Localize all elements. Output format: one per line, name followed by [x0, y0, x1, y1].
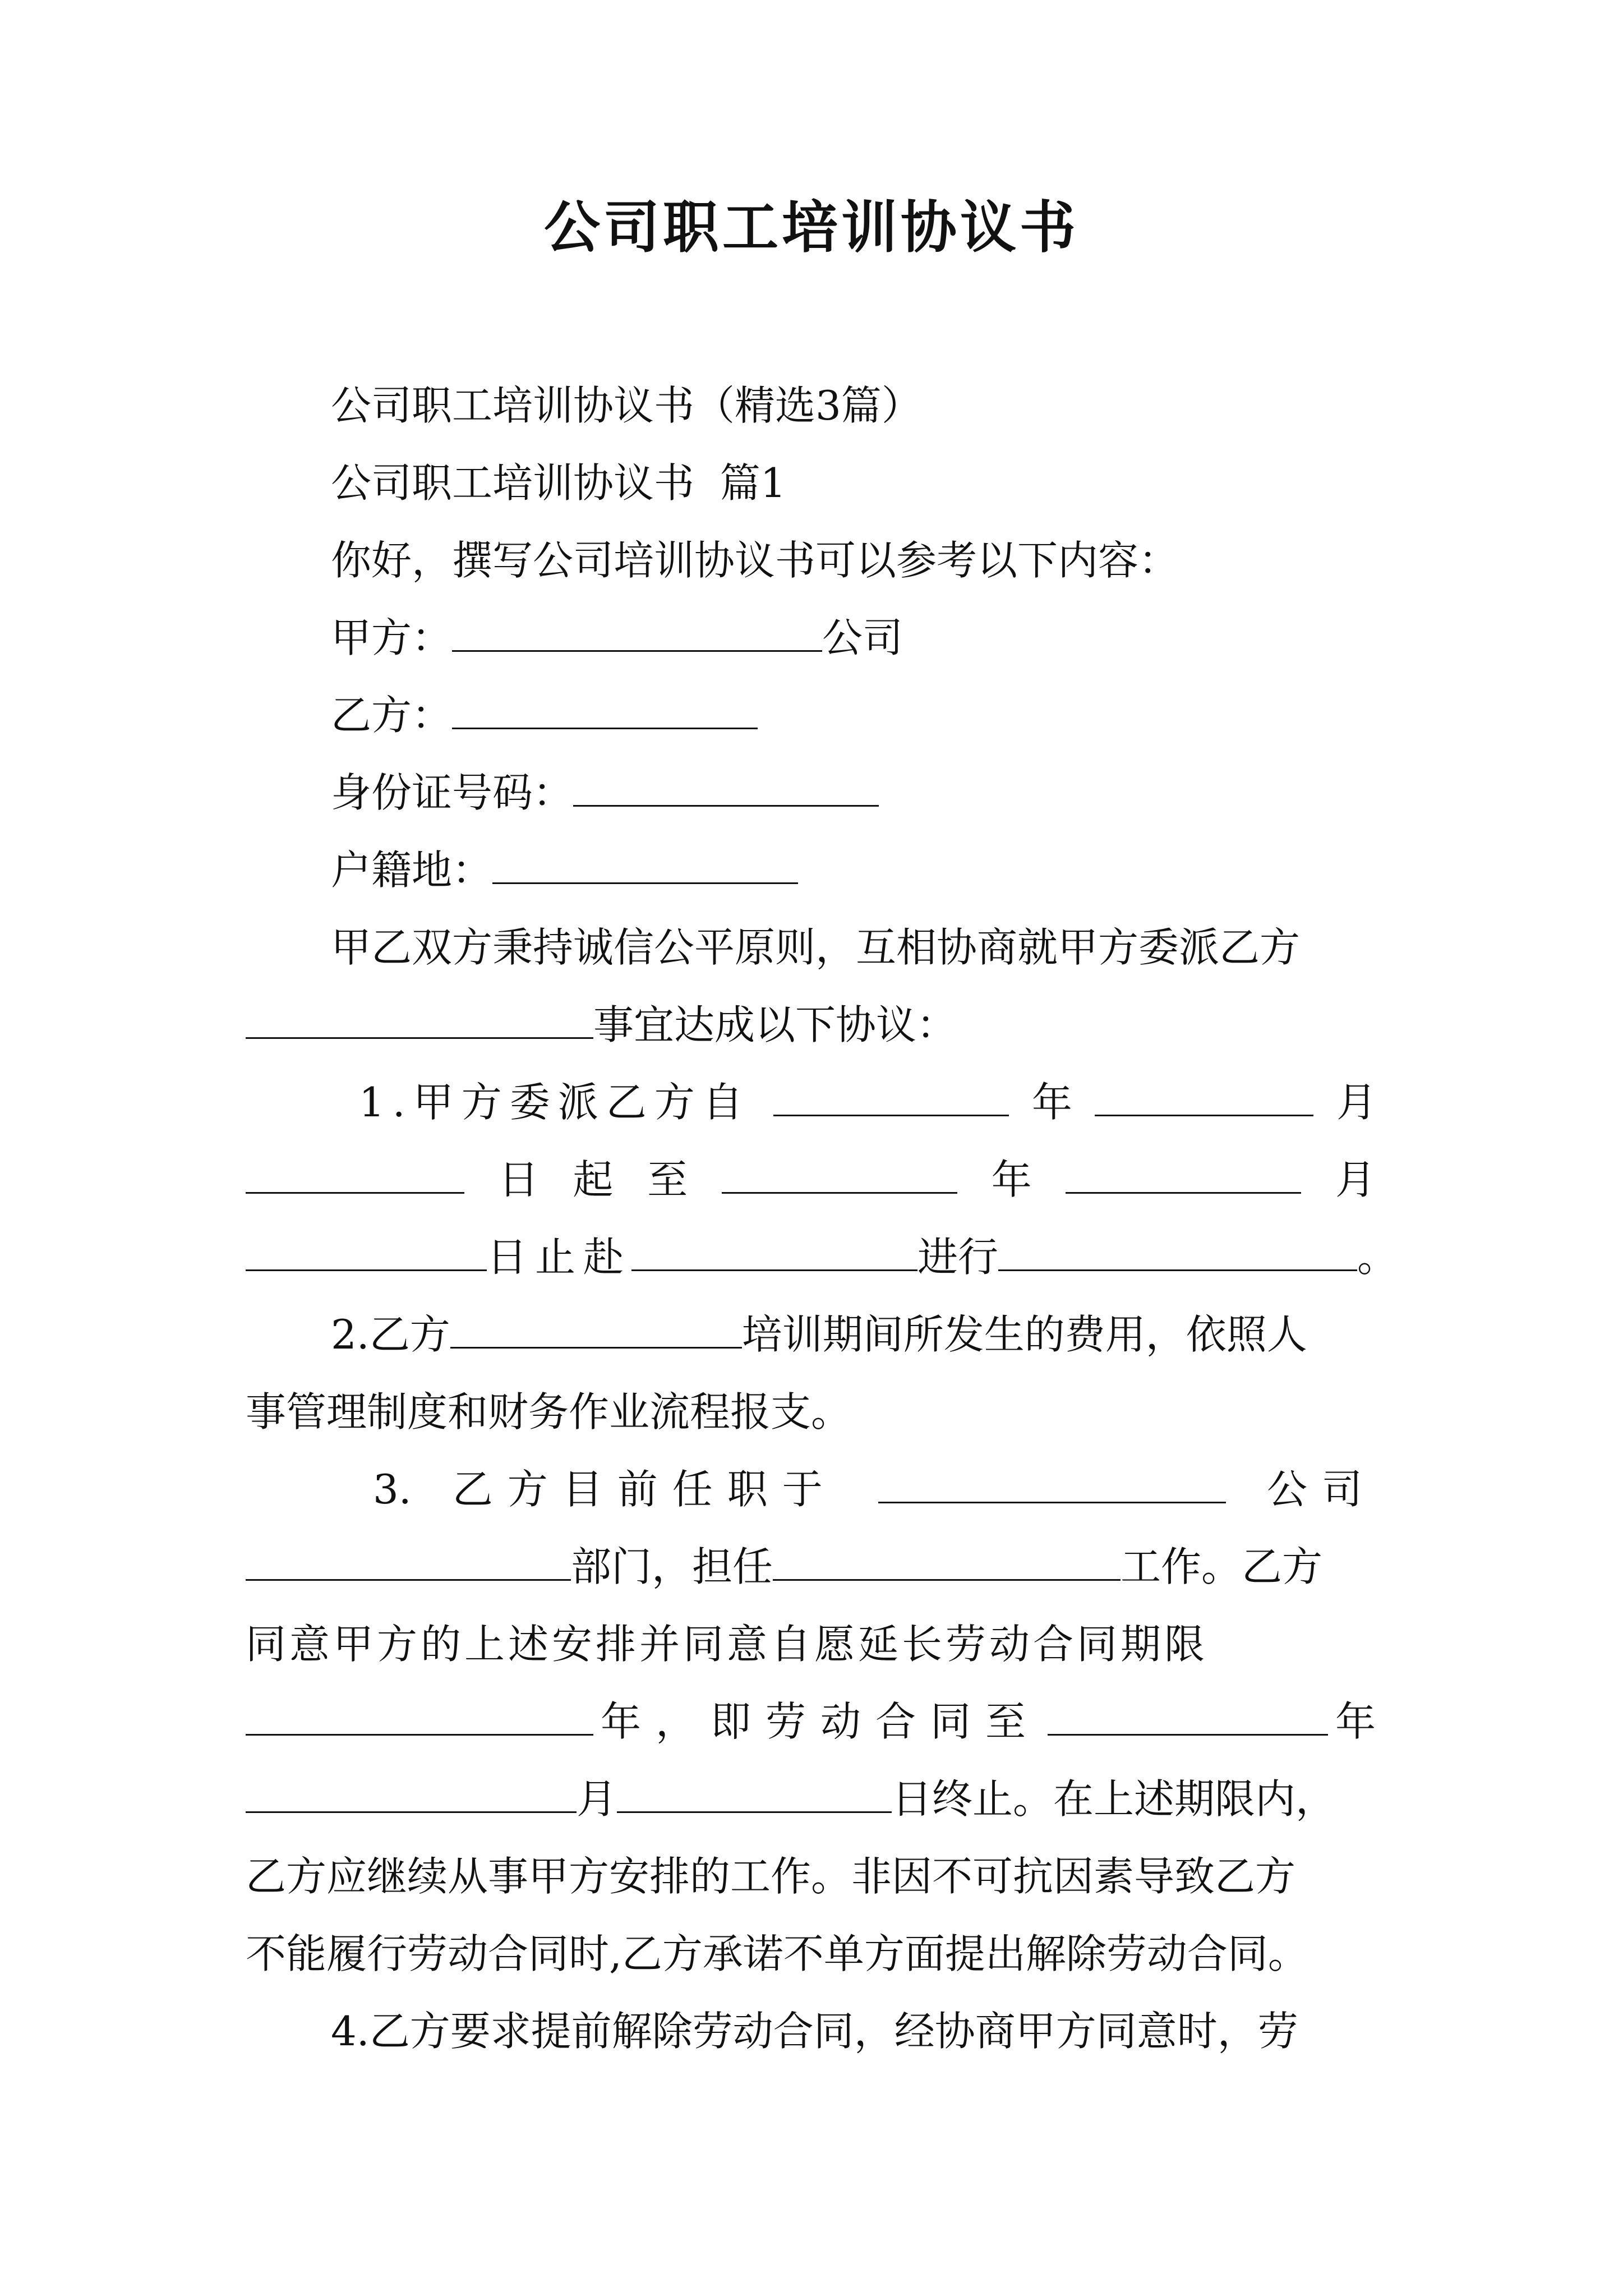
household-line: [331, 846, 798, 894]
clause-3-line-2: [246, 1543, 1322, 1591]
party-a-line: [331, 614, 903, 662]
clause-1-day-label: 日: [498, 1156, 539, 1203]
clause-3-year-label: 年: [1335, 1698, 1376, 1745]
clause-1-to-label: 至: [647, 1156, 688, 1203]
clause-3-line-7: 不能履行劳动合同时,乙方承诺不单方面提出解除劳动合同。: [246, 1930, 1308, 1977]
clause-3-work-label: 工作。乙方: [1121, 1543, 1323, 1590]
id-number-blank[interactable]: [573, 769, 879, 807]
clause-3-line-3: 同意甲方的上述安排并同意自愿延长劳动合同期限: [246, 1621, 1209, 1668]
party-b-label: 乙方：: [331, 692, 453, 739]
clause-1-end-month-label: 月: [1335, 1156, 1376, 1203]
clause-3-line-1: [373, 1465, 1377, 1513]
household-blank[interactable]: [492, 846, 798, 884]
clause-3-line-6: 乙方应继续从事甲方安排的工作。非因不可抗因素导致乙方: [246, 1853, 1296, 1900]
clause-3-position-blank[interactable]: [773, 1543, 1121, 1581]
clause-3-line-5: [246, 1775, 1336, 1823]
clause-3-text-b: 乙方目前任职于: [452, 1466, 837, 1513]
clause-3-text-j: 日终止。在上述期限内，: [892, 1775, 1336, 1823]
training-matter-blank[interactable]: [246, 1001, 593, 1039]
clause-2-text-a: 2.乙方: [331, 1311, 450, 1358]
clause-3-end-day-blank[interactable]: [617, 1775, 892, 1813]
subtitle: 公司职工培训协议书（精选3篇）: [331, 382, 922, 429]
clause-1-text-a: 1.甲方委派乙方自: [359, 1079, 751, 1126]
clause-3-extension-blank[interactable]: [246, 1697, 593, 1736]
clause-1-year-label: 年: [1031, 1079, 1072, 1126]
clause-1-end-year-blank[interactable]: [722, 1156, 957, 1194]
clause-1-period: 。: [1357, 1234, 1398, 1281]
clause-3-end-month-blank[interactable]: [246, 1775, 577, 1813]
clause-3-department-blank[interactable]: [246, 1543, 571, 1581]
clause-3-month-label: 月: [577, 1775, 617, 1823]
clause-3-department-label: 部门，担任: [571, 1543, 773, 1590]
clause-1-start-year-blank[interactable]: [773, 1078, 1009, 1116]
clause-3-company-blank[interactable]: [878, 1465, 1226, 1503]
party-a-label: 甲方：: [331, 614, 453, 661]
party-b-blank[interactable]: [452, 691, 758, 729]
clause-1-start-month-blank[interactable]: [1095, 1078, 1313, 1116]
clause-1-conduct-label: 进行: [917, 1234, 999, 1281]
clause-3-line-4: [246, 1697, 1376, 1746]
clause-1-destination-blank[interactable]: [631, 1233, 917, 1271]
clause-3-text-g: 年，即劳动合同至: [600, 1698, 1040, 1745]
section-heading: 公司职工培训协议书 篇1: [331, 459, 786, 507]
party-b-line: [331, 691, 758, 739]
clause-1-end-day-blank[interactable]: [246, 1233, 487, 1271]
clause-3-end-year-blank[interactable]: [1048, 1697, 1328, 1736]
clause-1-start-day-blank[interactable]: [246, 1156, 464, 1194]
clause-3-number: 3.: [373, 1466, 412, 1513]
clause-3-company-label: 公司: [1266, 1466, 1377, 1513]
intro-line-2-text: 事宜达成以下协议：: [593, 1001, 957, 1048]
clause-1-end-month-blank[interactable]: [1066, 1156, 1301, 1194]
party-a-blank[interactable]: [452, 614, 822, 652]
clause-1-destination-label: 日止赴: [487, 1234, 632, 1281]
clause-4-line-1: 4.乙方要求提前解除劳动合同，经协商甲方同意时，劳: [331, 2008, 1298, 2055]
clause-1-line-2: [246, 1156, 1376, 1204]
clause-2-line-2: 事管理制度和财务作业流程报支。: [246, 1388, 852, 1435]
id-number-line: [331, 769, 879, 817]
document-title: 公司职工培训协议书: [544, 194, 1079, 260]
greeting: 你好，撰写公司培训协议书可以参考以下内容：: [331, 537, 1179, 584]
clause-1-month-label: 月: [1336, 1079, 1377, 1126]
intro-line-1: 甲乙双方秉持诚信公平原则，互相协商就甲方委派乙方: [331, 924, 1301, 971]
clause-1-content-blank[interactable]: [998, 1233, 1357, 1271]
clause-1-line-3: [246, 1233, 1398, 1281]
clause-2-blank[interactable]: [450, 1310, 742, 1349]
clause-1-from-label: 起: [573, 1156, 614, 1203]
clause-2-line-1: [331, 1310, 1307, 1359]
household-label: 户籍地：: [331, 846, 493, 894]
id-number-label: 身份证号码：: [331, 769, 574, 816]
party-a-suffix: 公司: [822, 614, 903, 661]
clause-1-line-1: [359, 1078, 1377, 1126]
clause-1-end-year-label: 年: [991, 1156, 1032, 1203]
clause-2-text-b: 培训期间所发生的费用，依照人: [741, 1311, 1307, 1358]
intro-line-2: [246, 1001, 957, 1049]
